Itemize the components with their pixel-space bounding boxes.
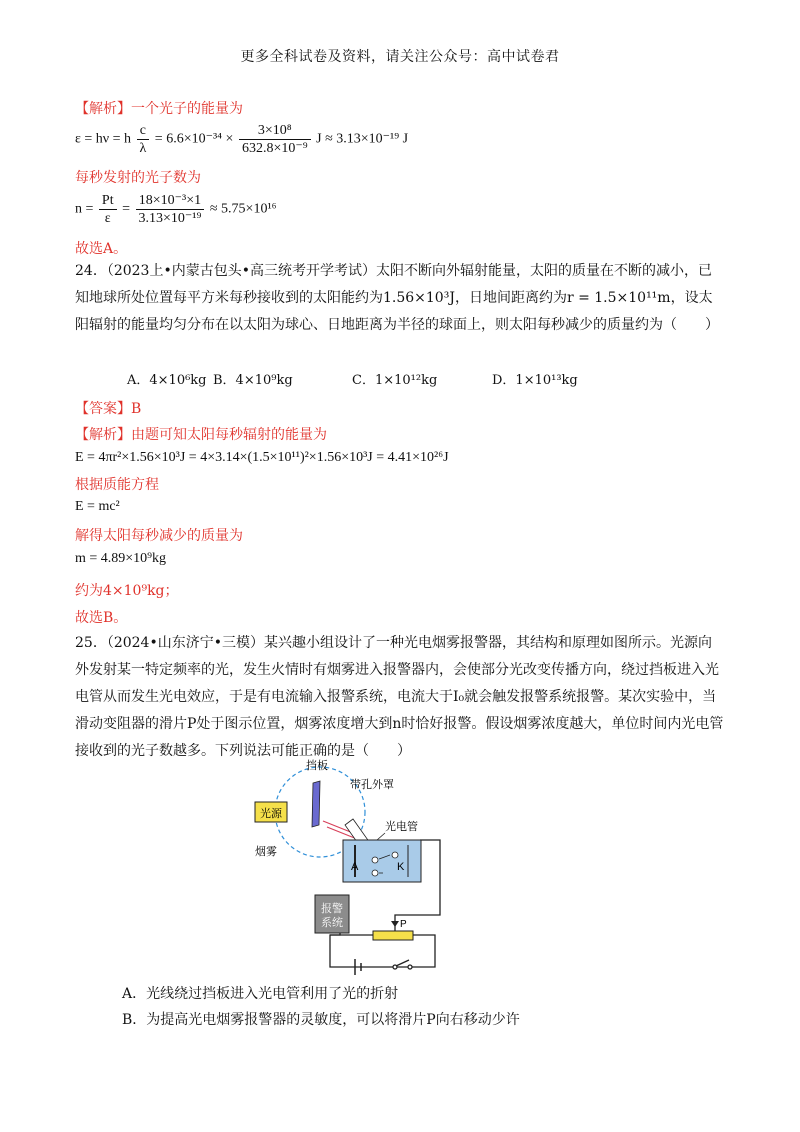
label-k: K bbox=[397, 861, 405, 873]
baffle bbox=[312, 781, 320, 827]
photon-count-equation bbox=[75, 192, 277, 227]
label-a: A bbox=[351, 861, 359, 873]
frac-num: Pt bbox=[99, 192, 117, 210]
mass-equation: m = 4.89×10⁹kg bbox=[75, 551, 167, 566]
eq-part: ≈ 5.75×10¹⁶ bbox=[209, 201, 277, 217]
q24-stem: 24．（2023上•内蒙古包头•高三统考开学考试）太阳不断向外辐射能量，太阳的质量在不断的减小，已知地球所处位置每平方米每秒接收到的太阳能约为1.56×10³J，日地间距离约为r = 1.5×10¹¹m，设太阳辐射的能量均匀分布在以太阳为球心、日地距离为半径的球面上，则太阳每秒减少的质量约为（ ） bbox=[75, 263, 719, 333]
label-tube: 光电管 bbox=[385, 820, 418, 833]
mass-energy-text: 根据质能方程 bbox=[75, 477, 159, 493]
approx-text: 约为4×10⁹kg； bbox=[75, 583, 179, 599]
rheostat bbox=[373, 931, 413, 940]
label-alarm-line1: 报警 bbox=[321, 902, 343, 915]
analysis-label: 【解析】 bbox=[75, 101, 131, 117]
answer-value: B bbox=[131, 401, 142, 417]
c-over-lambda bbox=[137, 122, 150, 157]
frac-den: λ bbox=[139, 141, 147, 156]
photon-energy-equation bbox=[75, 122, 408, 157]
frac-den: 3.13×10⁻¹⁹ bbox=[138, 211, 202, 226]
count-fraction bbox=[136, 192, 205, 227]
eq-part: = 6.6×10⁻³⁴ × bbox=[154, 131, 234, 147]
frac-num: c bbox=[137, 122, 150, 140]
label-p: P bbox=[400, 919, 407, 930]
q24-option-c: C．1×10¹²kg bbox=[352, 373, 438, 388]
frac-den: 632.8×10⁻⁹ bbox=[241, 141, 308, 156]
q24-choice: 故选B。 bbox=[75, 610, 128, 626]
q24-option-b: B．4×10⁹kg bbox=[213, 373, 293, 388]
eq-part: ε = hν = h bbox=[75, 131, 131, 147]
solve-text: 解得太阳每秒减少的质量为 bbox=[75, 528, 243, 544]
analysis-text: 一个光子的能量为 bbox=[131, 101, 243, 117]
mass-energy-equation: E = mc² bbox=[75, 499, 120, 514]
q25-option-a: A．光线绕过挡板进入光电管利用了光的折射 bbox=[122, 986, 399, 1002]
q24-option-d: D．1×10¹³kg bbox=[492, 373, 578, 388]
q25-stem: 25．（2024•山东济宁•三模）某兴趣小组设计了一种光电烟雾报警器，其结构和原理如图所示。光源向外发射某一特定频率的光，发生火情时有烟雾进入报警器内，会使部分光改变传播方向，绕过挡板进入光电管从而发生光电效应，于是有电流输入报警系统，电流大于I₀就会触发报警系统报警。某次实验中，当滑动变阻器的滑片P处于图示位置，烟雾浓度增大到n时恰好报警。假设烟雾浓度越大，单位时间内光电管接收到的光子数越多。下列说法可能正确的是（ ） bbox=[75, 635, 724, 759]
energy-fraction bbox=[239, 122, 311, 157]
q23-choice: 故选A。 bbox=[75, 241, 128, 257]
answer-label: 【答案】 bbox=[75, 401, 131, 417]
eq-part: = bbox=[122, 201, 130, 217]
page-header: 更多全科试卷及资料，请关注公众号：高中试卷君 bbox=[240, 49, 560, 65]
pt-over-epsilon bbox=[99, 192, 117, 227]
label-baffle: 挡板 bbox=[306, 759, 328, 772]
label-smoke: 烟雾 bbox=[255, 845, 277, 858]
label-cover: 带孔外罩 bbox=[350, 778, 394, 791]
q25-option-b: B．为提高光电烟雾报警器的灵敏度，可以将滑片P向右移动少许 bbox=[122, 1012, 520, 1028]
frac-num: 3×10⁸ bbox=[239, 122, 311, 140]
q24-analysis bbox=[75, 424, 327, 444]
eq-part: J ≈ 3.13×10⁻¹⁹ J bbox=[316, 131, 409, 147]
label-source: 光源 bbox=[260, 807, 282, 820]
q23-analysis bbox=[75, 98, 243, 118]
q24-answer bbox=[75, 398, 141, 418]
eq-part: n = bbox=[75, 201, 94, 217]
frac-den: ε bbox=[104, 211, 111, 226]
q24-option-a: A．4×10⁶kg bbox=[127, 373, 207, 388]
frac-num: 18×10⁻³×1 bbox=[136, 192, 205, 210]
analysis-text: 由题可知太阳每秒辐射的能量为 bbox=[131, 427, 327, 443]
smoke-alarm-diagram bbox=[245, 755, 455, 975]
analysis-label: 【解析】 bbox=[75, 427, 131, 443]
photons-per-second-text: 每秒发射的光子数为 bbox=[75, 170, 201, 186]
label-alarm-line2: 系统 bbox=[321, 916, 343, 929]
sun-energy-equation: E = 4πr²×1.56×10³J = 4×3.14×(1.5×10¹¹)²×1.56×10³J = 4.41×10²⁶J bbox=[75, 450, 449, 465]
slider-p bbox=[391, 921, 399, 927]
